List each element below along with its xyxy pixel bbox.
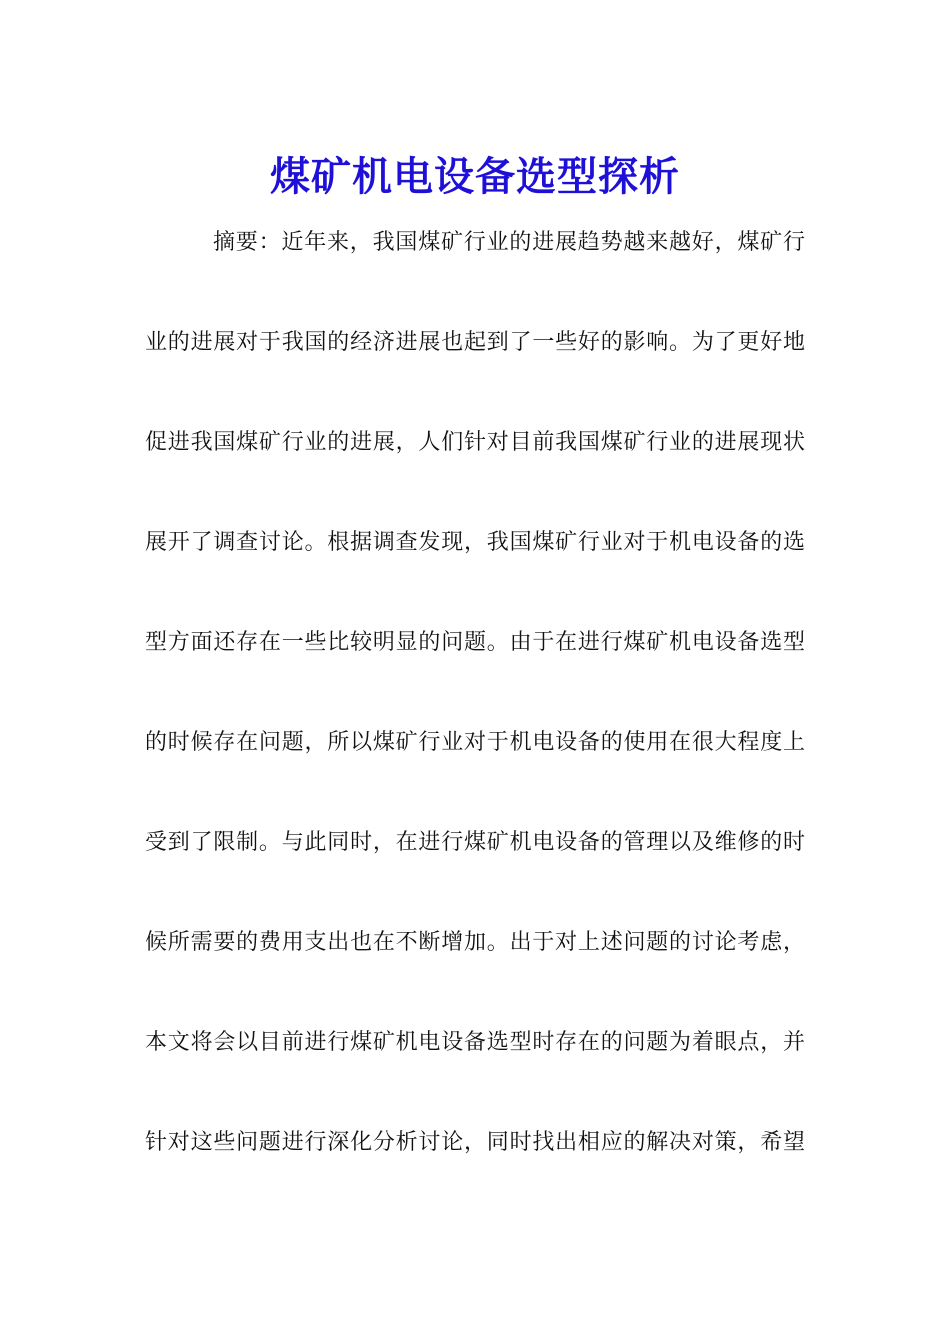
abstract-line: 针对这些问题进行深化分析讨论，同时找出相应的解决对策，希望 — [145, 1130, 805, 1155]
abstract-line: 型方面还存在一些比较明显的问题。由于在进行煤矿机电设备选型 — [145, 630, 805, 655]
abstract-line: 的时候存在问题，所以煤矿行业对于机电设备的使用在很大程度上 — [145, 730, 805, 755]
abstract-line: 业的进展对于我国的经济进展也起到了一些好的影响。为了更好地 — [145, 330, 805, 355]
abstract-line: 摘要：近年来，我国煤矿行业的进展趋势越来越好，煤矿行 — [213, 230, 805, 255]
abstract-line: 本文将会以目前进行煤矿机电设备选型时存在的问题为着眼点，并 — [145, 1030, 805, 1055]
abstract-line: 受到了限制。与此同时，在进行煤矿机电设备的管理以及维修的时 — [145, 830, 805, 855]
abstract-body — [145, 218, 805, 1218]
abstract-line: 促进我国煤矿行业的进展，人们针对目前我国煤矿行业的进展现状 — [145, 430, 805, 455]
page-title: 煤矿机电设备选型探析 — [270, 152, 680, 200]
abstract-line: 展开了调查讨论。根据调查发现，我国煤矿行业对于机电设备的选 — [145, 530, 805, 555]
abstract-line: 候所需要的费用支出也在不断增加。出于对上述问题的讨论考虑， — [145, 930, 805, 955]
